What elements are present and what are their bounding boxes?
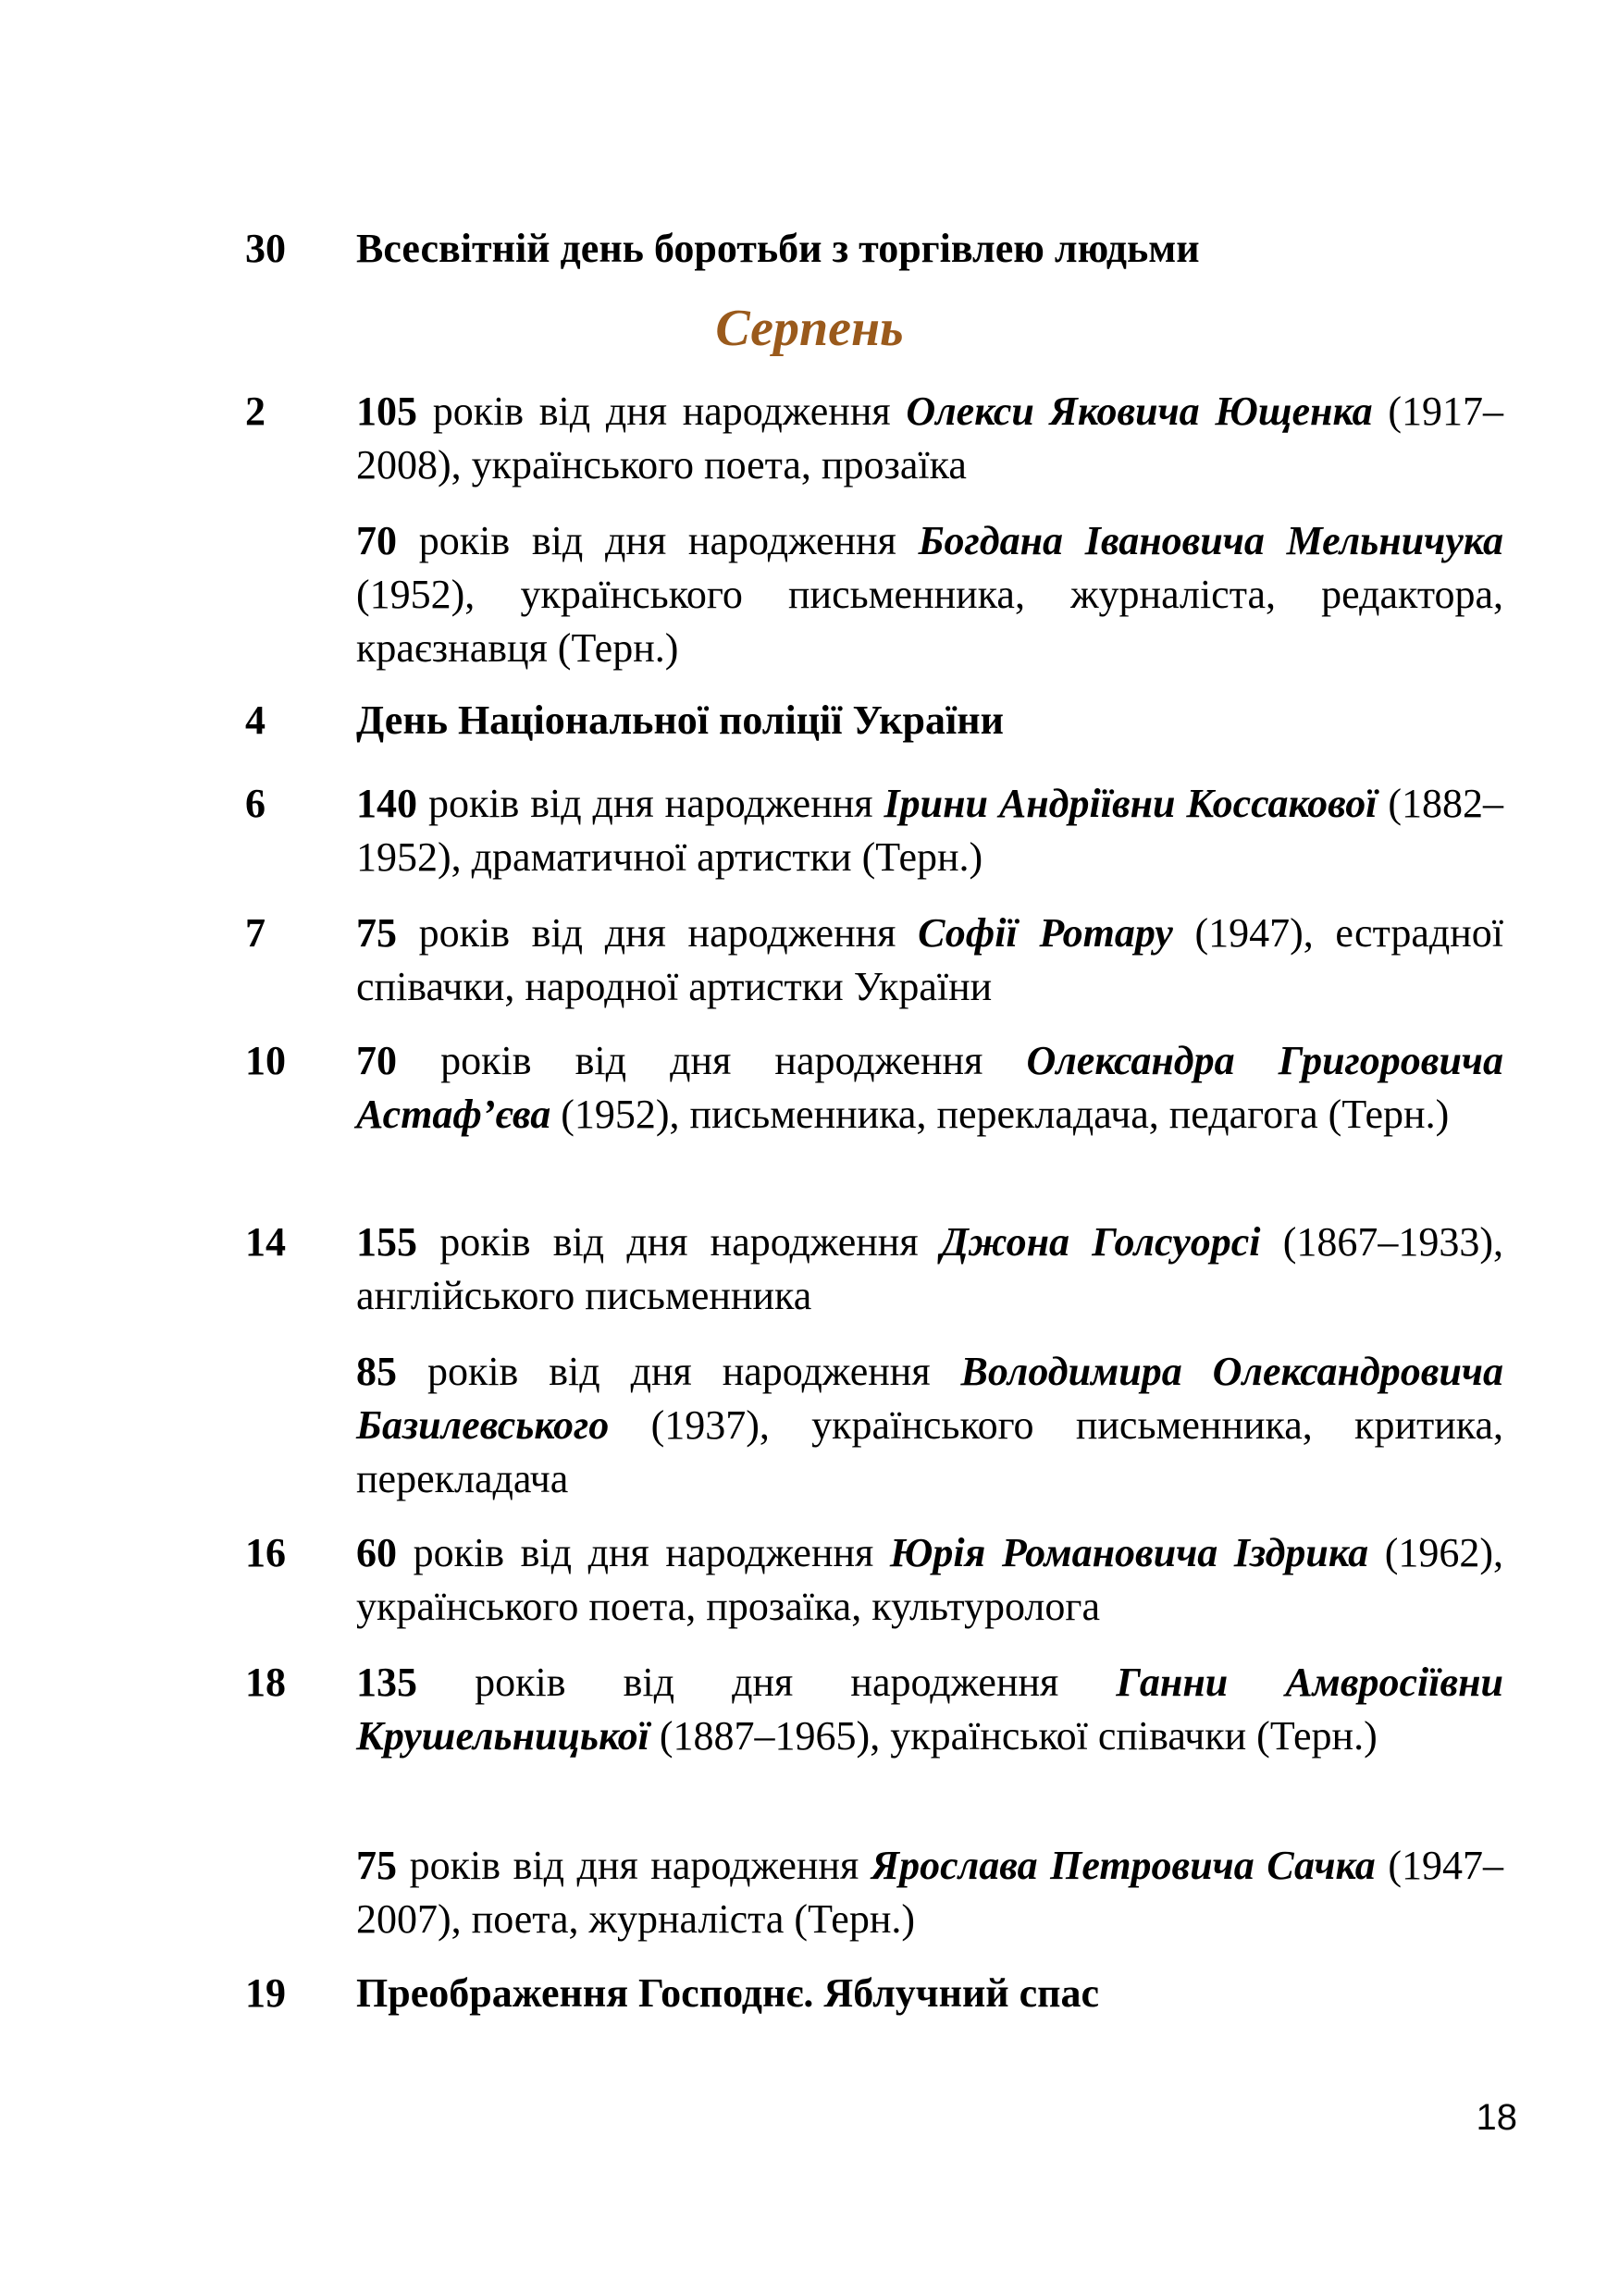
entry-description: (1952), письменника, перекладача, педагога (Терн.) — [561, 1092, 1450, 1137]
entry-text — [356, 1656, 1503, 1763]
entry-description: (1937), українського письменника, критика, перекладача — [356, 1402, 1503, 1501]
anniversary-years: 140 — [356, 781, 417, 826]
anniversary-years: 85 — [356, 1349, 397, 1394]
entry-description: (1952), українського письменника, журналіста, редактора, краєзнавця (Терн.) — [356, 572, 1503, 671]
person-name: Ярослава Петровича Сачка — [871, 1843, 1376, 1888]
entry-day: 10 — [245, 1038, 286, 1083]
anniversary-years: 60 — [356, 1530, 397, 1575]
entry-text — [356, 1839, 1503, 1946]
person-name: Юрія Романовича Іздрика — [889, 1530, 1369, 1575]
anniversary-years: 135 — [356, 1660, 417, 1705]
entry-day: 2 — [245, 389, 266, 434]
month-heading: Серпень — [715, 300, 904, 357]
anniversary-phrase: років від дня народження — [427, 781, 873, 826]
person-name: Богдана Івановича Мельничука — [918, 518, 1503, 563]
anniversary-years: 75 — [356, 1843, 397, 1888]
entry-description: (1867–1933), англійського письменника — [356, 1219, 1504, 1318]
entry-day: 19 — [245, 1970, 286, 2016]
anniversary-phrase: років від дня народження — [426, 1349, 931, 1394]
entry-text — [356, 385, 1503, 492]
entry-description: (1887–1965), української співачки (Терн.) — [659, 1713, 1378, 1759]
entry-day: 18 — [245, 1660, 286, 1705]
anniversary-years: 70 — [356, 1038, 397, 1083]
anniversary-phrase: років від дня народження — [439, 1219, 919, 1265]
anniversary-phrase: років від дня народження — [432, 389, 891, 434]
anniversary-phrase: років від дня народження — [409, 1843, 859, 1888]
holiday-title: Преображення Господнє. Яблучний спас — [356, 1970, 1100, 2016]
entry-day: 4 — [245, 697, 266, 743]
anniversary-phrase: років від дня народження — [475, 1660, 1059, 1705]
page-number: 18 — [1476, 2097, 1517, 2138]
entry-text — [356, 514, 1503, 675]
entry-day: 16 — [245, 1530, 286, 1575]
anniversary-years: 75 — [356, 910, 397, 956]
anniversary-years: 105 — [356, 389, 417, 434]
entry-description: (1962), українського поета, прозаїка, культуролога — [356, 1530, 1504, 1629]
person-name: Софії Ротару — [918, 910, 1173, 956]
entry-description: (1917–2008), українського поета, прозаїка — [356, 389, 1504, 488]
person-name: Ганни Амвросіївни Крушельницької — [356, 1660, 1504, 1759]
anniversary-phrase: років від дня народження — [440, 1038, 983, 1083]
entry-description: (1947–2007), поета, журналіста (Терн.) — [356, 1843, 1503, 1942]
person-name: Джона Голсуорсі — [940, 1219, 1261, 1265]
anniversary-phrase: років від дня народження — [413, 1530, 874, 1575]
person-name: Олександра Григоровича Астаф’єва — [356, 1038, 1504, 1137]
holiday-title: Всесвітній день боротьби з торгівлею людьми — [356, 226, 1200, 271]
anniversary-years: 155 — [356, 1219, 417, 1265]
entry-text — [356, 1526, 1503, 1634]
entry-day: 14 — [245, 1219, 286, 1265]
anniversary-phrase: років від дня народження — [418, 910, 896, 956]
entry-text — [356, 777, 1503, 884]
entry-day: 6 — [245, 781, 266, 826]
entry-text — [356, 1345, 1503, 1506]
entry-text — [356, 1216, 1503, 1323]
anniversary-years: 70 — [356, 518, 397, 563]
anniversary-phrase: років від дня народження — [418, 518, 896, 563]
entry-day: 7 — [245, 910, 266, 956]
person-name: Олекси Яковича Ющенка — [906, 389, 1373, 434]
entry-description: (1882–1952), драматичної артистки (Терн.) — [356, 781, 1504, 880]
entry-text — [356, 1034, 1503, 1142]
entry-text — [356, 907, 1503, 1014]
person-name: Ірини Андріївни Коссакової — [884, 781, 1378, 826]
person-name: Володимира Олександровича Базилевського — [356, 1349, 1504, 1448]
entry-description: (1947), естрадної співачки, народної артистки України — [356, 910, 1504, 1009]
holiday-title: День Національної поліції України — [356, 697, 1004, 743]
entry-day: 30 — [245, 226, 286, 271]
